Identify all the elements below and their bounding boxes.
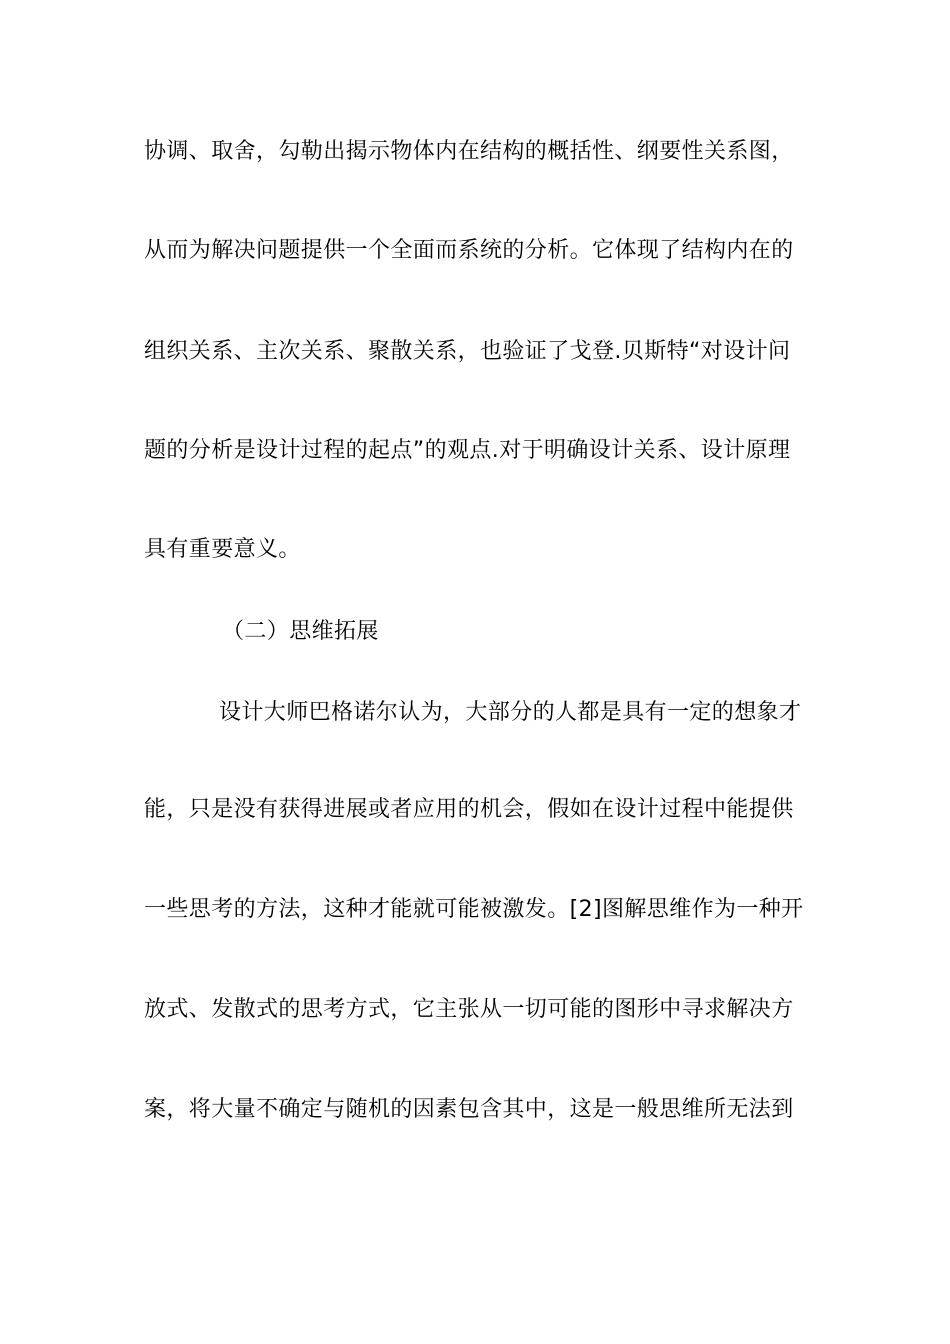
section-heading: （二）思维拓展 [222,619,379,644]
paragraph-line: 组织关系、主次关系、聚散关系，也验证了戈登.贝斯特“对设计问 [144,339,791,364]
paragraph-line: 具有重要意义。 [144,537,301,562]
paragraph-line: 协调、取舍，勾勒出揭示物体内在结构的概括性、纲要性关系图， [144,139,794,164]
paragraph-line: 案，将大量不确定与随机的因素包含其中，这是一般思维所无法到 [144,1097,794,1122]
paragraph-line: 一些思考的方法，这种才能就可能被激发。[2]图解思维作为一种开 [144,897,804,922]
paragraph-line: 题的分析是设计过程的起点”的观点.对于明确设计关系、设计原理 [144,438,791,463]
paragraph-line: 放式、发散式的思考方式，它主张从一切可能的图形中寻求解决方 [144,997,794,1022]
paragraph-line: 从而为解决问题提供一个全面而系统的分析。它体现了结构内在的 [144,238,794,263]
paragraph-line: 能，只是没有获得进展或者应用的机会，假如在设计过程中能提供 [144,797,794,822]
paragraph-line: 设计大师巴格诺尔认为，大部分的人都是具有一定的想象才 [219,700,802,725]
